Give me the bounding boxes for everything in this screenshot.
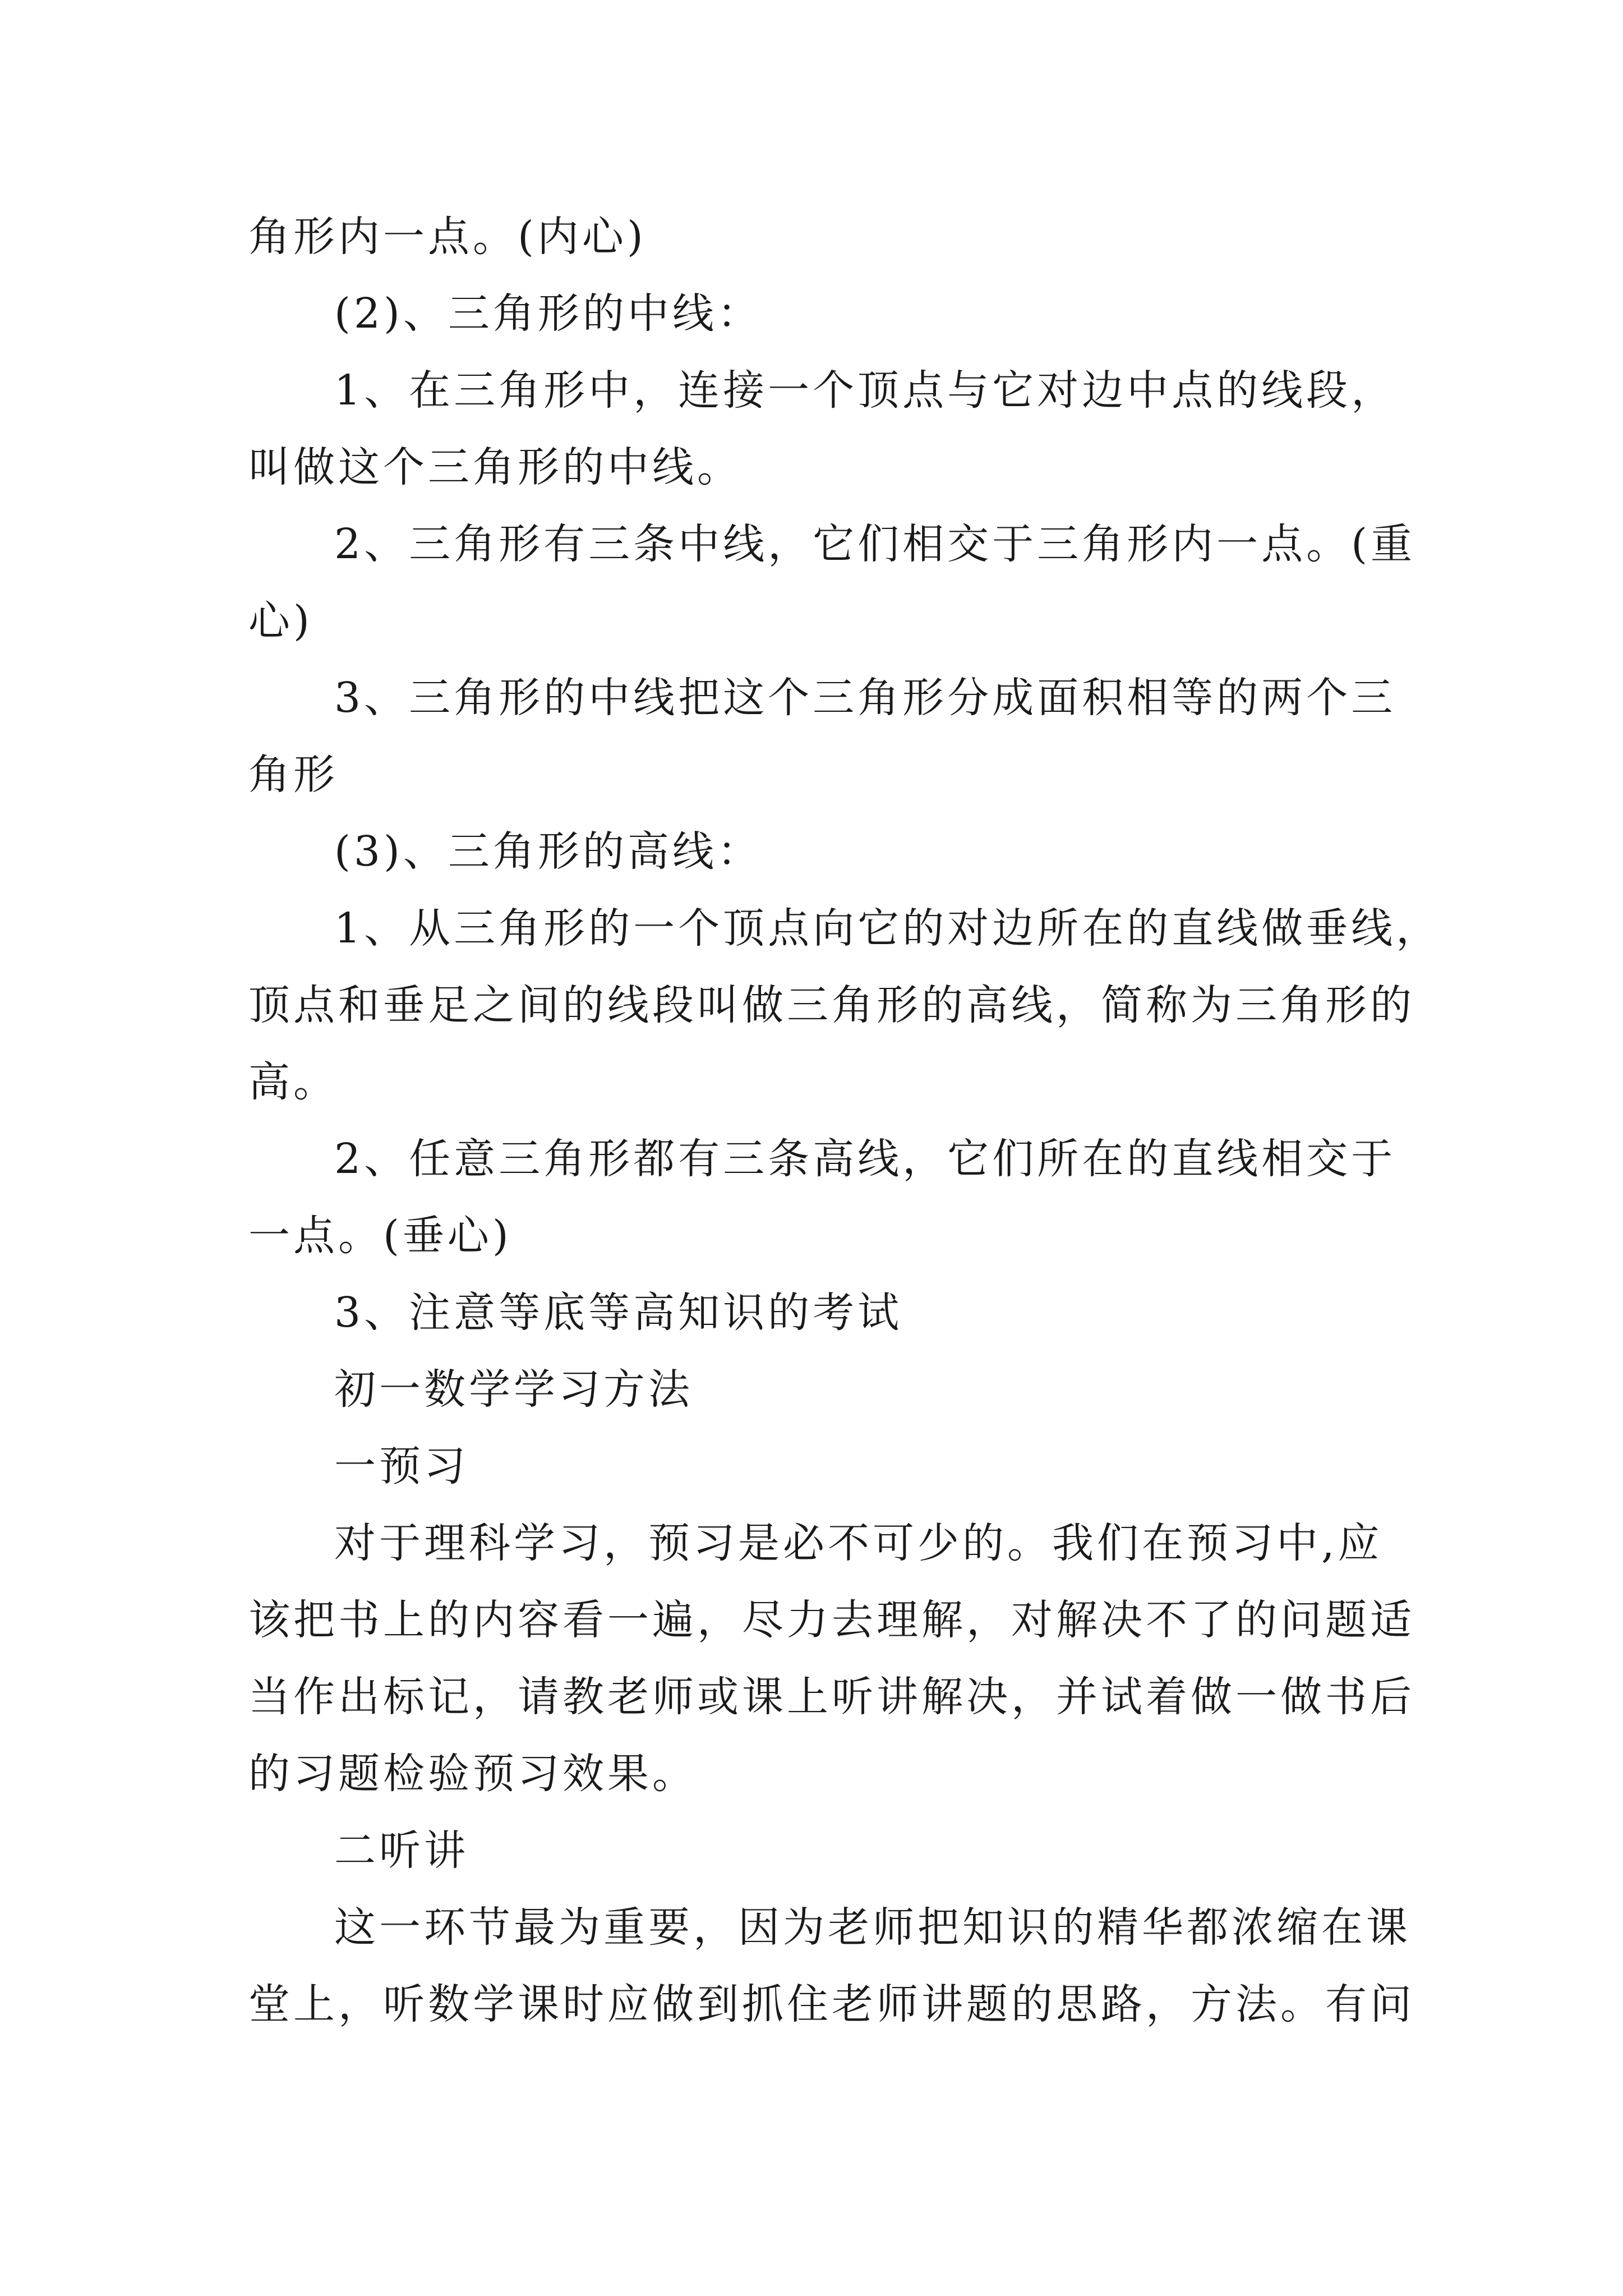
text-line: 二听讲 bbox=[334, 1826, 469, 1875]
text-line: 高。 bbox=[248, 1058, 338, 1106]
text-line: 一点。(垂心) bbox=[248, 1212, 512, 1260]
text-line: 顶点和垂足之间的线段叫做三角形的高线，简称为三角形的 bbox=[248, 981, 1415, 1029]
text-line: 3、注意等底等高知识的考试 bbox=[334, 1289, 903, 1337]
text-line: 角形 bbox=[248, 751, 338, 799]
text-line: 2、三角形有三条中线，它们相交于三角形内一点。(重 bbox=[334, 520, 1415, 568]
text-line: 3、三角形的中线把这个三角形分成面积相等的两个三 bbox=[334, 674, 1396, 722]
text-line: 该把书上的内容看一遍，尽力去理解，对解决不了的问题适 bbox=[248, 1596, 1415, 1644]
text-line: 初一数学学习方法 bbox=[334, 1365, 693, 1414]
text-line: (3)、三角形的高线： bbox=[334, 827, 762, 876]
text-line: 的习题检验预习效果。 bbox=[248, 1750, 697, 1798]
text-line: 叫做这个三角形的中线。 bbox=[248, 443, 742, 491]
text-line: 1、从三角形的一个顶点向它的对边所在的直线做垂线， bbox=[334, 904, 1441, 953]
text-line: 堂上，听数学课时应做到抓住老师讲题的思路，方法。有问 bbox=[248, 1980, 1415, 2028]
text-line: 当作出标记，请教老师或课上听讲解决，并试着做一做书后 bbox=[248, 1673, 1415, 1721]
text-line: 1、在三角形中，连接一个顶点与它对边中点的线段， bbox=[334, 366, 1396, 415]
text-line: 心) bbox=[248, 597, 313, 645]
text-line: 对于理科学习，预习是必不可少的。我们在预习中,应 bbox=[334, 1519, 1383, 1567]
text-line: 角形内一点。(内心) bbox=[248, 213, 647, 261]
text-line: 这一环节最为重要，因为老师把知识的精华都浓缩在课 bbox=[334, 1903, 1411, 1952]
text-line: (2)、三角形的中线： bbox=[334, 289, 762, 338]
text-line: 2、任意三角形都有三条高线，它们所在的直线相交于 bbox=[334, 1135, 1396, 1183]
text-line: 一预习 bbox=[334, 1442, 469, 1490]
